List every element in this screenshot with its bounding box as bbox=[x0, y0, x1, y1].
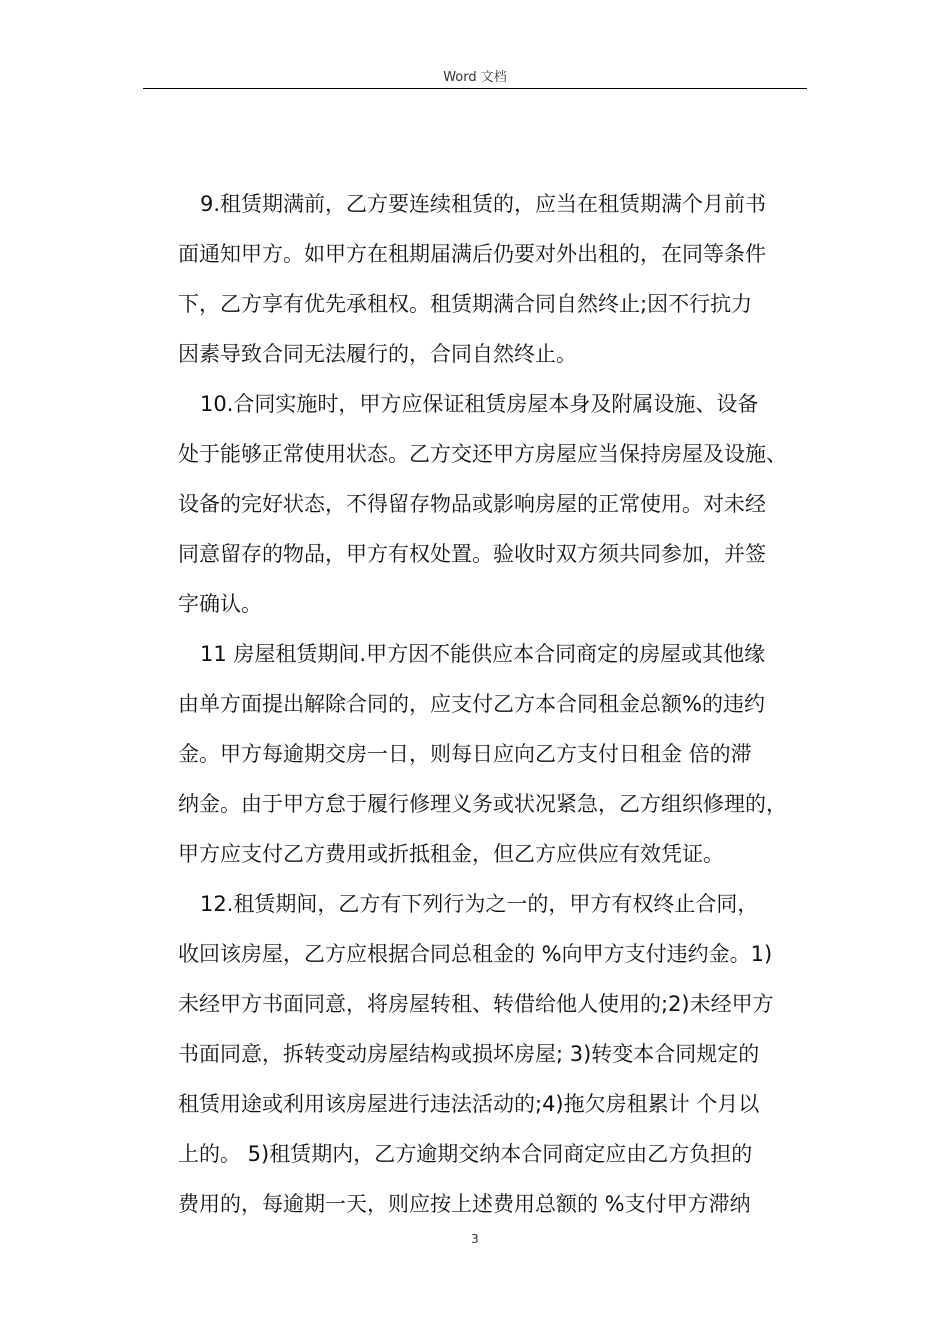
paragraph-line: 甲方应支付乙方费用或折抵租金，但乙方应供应有效凭证。 bbox=[178, 842, 724, 866]
paragraph-line: 下，乙方享有优先承租权。租赁期满合同自然终止;因不行抗力 bbox=[178, 292, 753, 316]
paragraph-line: 12.租赁期间，乙方有下列行为之一的，甲方有权终止合同， bbox=[200, 892, 759, 916]
paragraph-line: 面通知甲方。如甲方在租期届满后仍要对外出租的，在同等条件 bbox=[178, 242, 766, 266]
page-header-title: Word 文档 bbox=[443, 70, 507, 85]
paragraph-line: 金。甲方每逾期交房一日，则每日应向乙方支付日租金 倍的滞 bbox=[178, 742, 752, 766]
paragraph-line: 设备的完好状态，不得留存物品或影响房屋的正常使用。对未经 bbox=[178, 492, 766, 516]
paragraph-line: 同意留存的物品，甲方有权处置。验收时双方须共同参加，并签 bbox=[178, 542, 766, 566]
paragraph-line: 收回该房屋，乙方应根据合同总租金的 %向甲方支付违约金。1) bbox=[178, 942, 773, 966]
paragraph-line: 11 房屋租赁期间.甲方因不能供应本合同商定的房屋或其他缘 bbox=[200, 642, 766, 666]
paragraph-line: 书面同意，拆转变动房屋结构或损坏房屋; 3)转变本合同规定的 bbox=[178, 1042, 760, 1066]
paragraph-line: 上的。 5)租赁期内，乙方逾期交纳本合同商定应由乙方负担的 bbox=[178, 1142, 753, 1166]
paragraph-line: 处于能够正常使用状态。乙方交还甲方房屋应当保持房屋及设施、 bbox=[178, 442, 787, 466]
paragraph-line: 纳金。由于甲方怠于履行修理义务或状况紧急，乙方组织修理的， bbox=[178, 792, 787, 816]
paragraph-line: 租赁用途或利用该房屋进行违法活动的;4)拖欠房租累计 个月以 bbox=[178, 1092, 760, 1116]
paragraph-line: 由单方面提出解除合同的，应支付乙方本合同租金总额%的违约 bbox=[178, 692, 765, 716]
page-number: 3 bbox=[471, 1232, 479, 1246]
paragraph-line: 10.合同实施时，甲方应保证租赁房屋本身及附属设施、设备 bbox=[200, 392, 759, 416]
paragraph-line: 因素导致合同无法履行的，合同自然终止。 bbox=[178, 342, 577, 366]
header-divider bbox=[143, 88, 807, 89]
paragraph-line: 字确认。 bbox=[178, 592, 262, 616]
paragraph-line: 9.租赁期满前，乙方要连续租赁的，应当在租赁期满个月前书 bbox=[200, 192, 767, 216]
paragraph-line: 费用的，每逾期一天，则应按上述费用总额的 %支付甲方滞纳 bbox=[178, 1192, 751, 1216]
paragraph-line: 未经甲方书面同意，将房屋转租、转借给他人使用的;2)未经甲方 bbox=[178, 992, 774, 1016]
